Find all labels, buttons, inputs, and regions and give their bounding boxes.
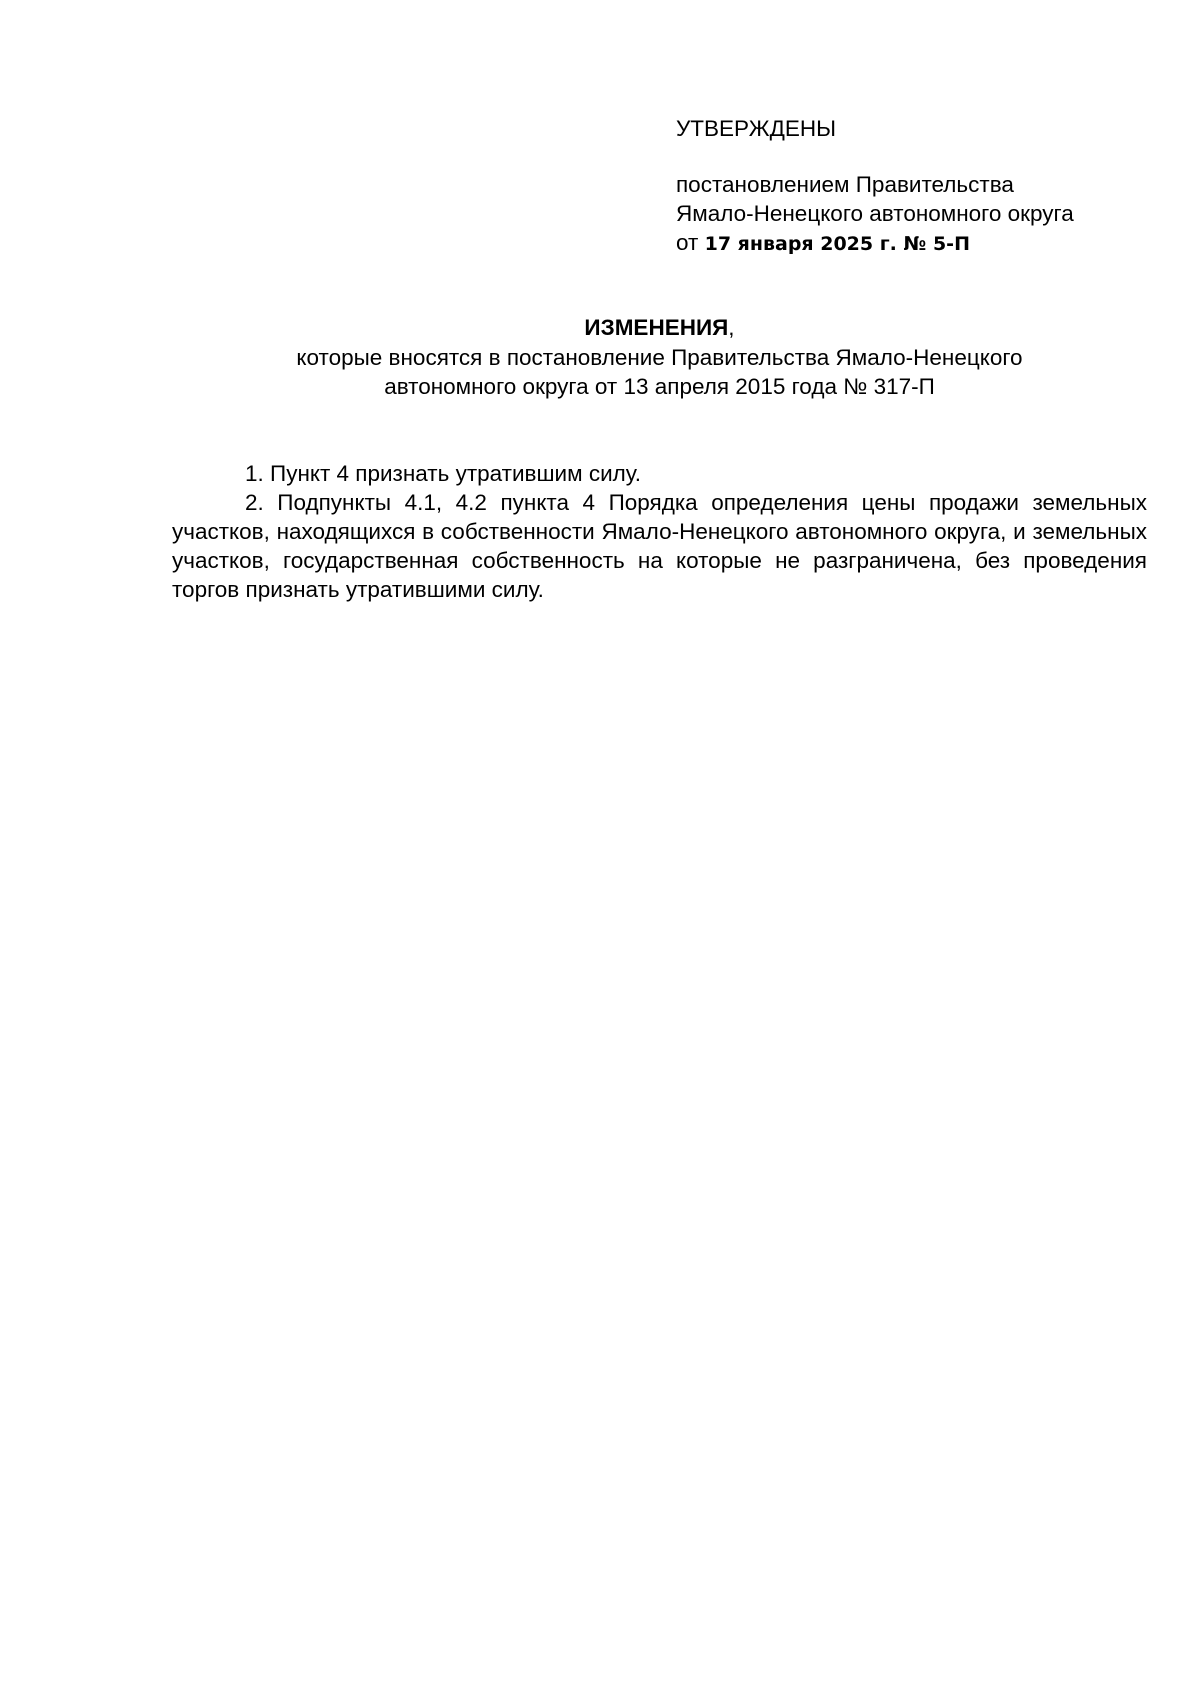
title-heading-line bbox=[172, 313, 1147, 343]
document-title bbox=[172, 313, 1147, 402]
item-1: 1. Пункт 4 признать утратившим силу. bbox=[245, 461, 642, 486]
approval-heading: УТВЕРЖДЕНЫ bbox=[676, 116, 836, 141]
title-line-1: которые вносятся в постановление Правительства Ямало-Ненецкого bbox=[296, 344, 1023, 370]
title-heading-suffix: , bbox=[728, 315, 735, 340]
decree-date-number: 17 января 2025 г. № 5-П bbox=[704, 233, 970, 255]
approval-line-1: постановлением Правительства bbox=[676, 172, 1014, 197]
approval-line-2: Ямало-Ненецкого автономного округа bbox=[676, 201, 1074, 226]
document-body bbox=[172, 459, 1147, 604]
title-heading: ИЗМЕНЕНИЯ bbox=[584, 315, 729, 340]
approval-date-line bbox=[676, 228, 1176, 259]
item-2: 2. Подпункты 4.1, 4.2 пункта 4 Порядка определения цены продажи земельных участков, находящихся в собственности Ямало-Ненецкого автономного округа, и земельных участков, государственная собственность на которые не разграничена, без проведения торгов признать утратившими силу. bbox=[172, 490, 1147, 602]
title-line-2: автономного округа от 13 апреля 2015 года № 317-П bbox=[384, 374, 935, 399]
approval-block bbox=[676, 114, 1176, 259]
date-prefix: от bbox=[676, 230, 699, 255]
